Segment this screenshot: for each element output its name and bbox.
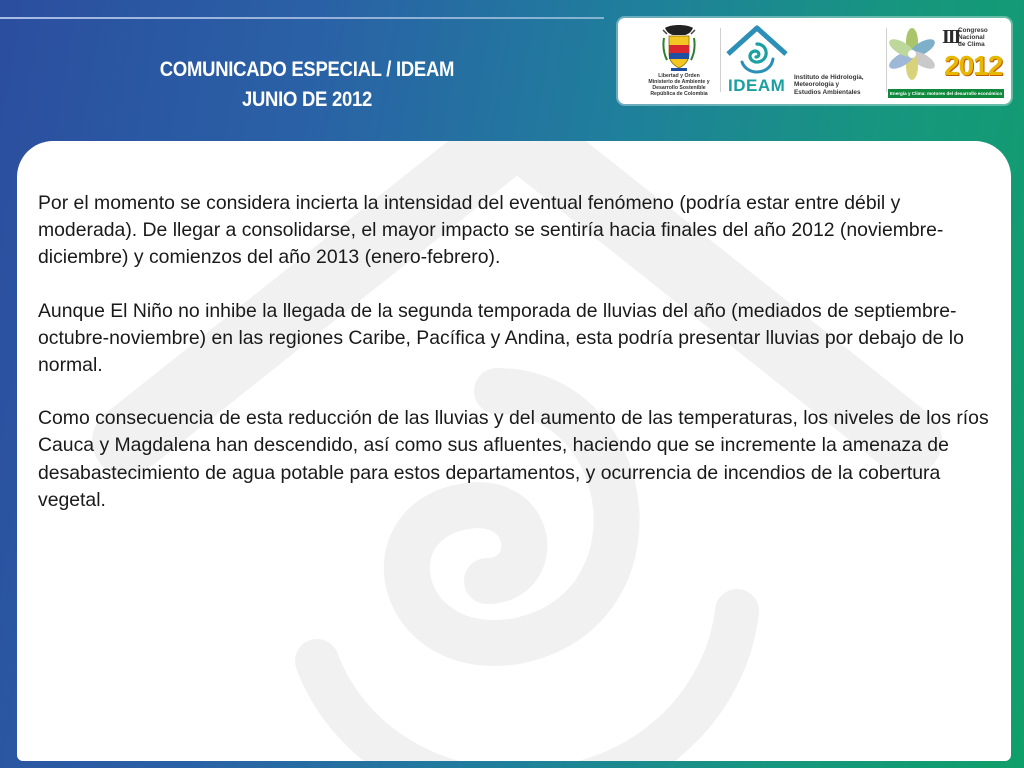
ideam-institute-line: Instituto de Hidrología, [794,74,864,81]
congreso-logo [888,22,1004,100]
congreso-edition: III [942,26,960,48]
congreso-line: Congreso [958,27,988,34]
ministerio-line: Libertad y Orden [658,73,700,79]
ideam-institute-name [794,74,864,96]
paragraph: Por el momento se considera incierta la intensidad del eventual fenómeno (podría estar entre débil y moderada). De llegar a consolidarse, el mayor impacto se sentiría hacia finales del año 2012 (noviembre-diciembre) y comienzos del año 2013 (enero-febrero). [38,192,944,269]
flower-icon [888,28,940,86]
ministerio-line: Desarrollo Sostenible [652,85,706,91]
congreso-line: Nacional [958,33,985,41]
title-line-2: JUNIO DE 2012 [241,88,373,111]
header-divider [0,17,604,19]
congreso-line: de Clima [958,40,985,48]
title-line-1: COMUNICADO ESPECIAL / IDEAM [159,58,455,81]
ideam-institute-line: Estudios Ambientales [794,88,861,96]
congreso-tagline: Energía y Clima: motores del desarrollo económico [889,91,1003,96]
ministerio-line: Ministerio de Ambiente y [648,79,710,85]
ideam-spiral-icon [722,24,792,76]
paragraph: Como consecuencia de esta reducción de las lluvias y del aumento de las temperaturas, los niveles de los ríos Cauca y Magdalena han descendido, así como sus afluentes, haciendo que se incremente la amenaza de desabastecimiento de agua potable para estos departamentos, y ocurrencia de incendios de la cobertura vegetal. [38,407,989,511]
paragraph: Aunque El Niño no inhibe la llegada de la segunda temporada de lluvias del año (mediados de septiembre-octubre-noviembre) en las regiones Caribe, Pacífica y Andina, esta podría presentar lluvias por debajo de lo normal. [38,299,964,377]
congreso-name [958,28,988,48]
logo-separator [720,28,721,92]
ideam-institute-line: Meteorología y [794,81,840,89]
ministerio-line: República de Colombia [650,91,708,97]
ministerio-logo [640,24,718,100]
content-card [17,141,1011,761]
logo-separator [886,28,887,92]
congreso-year: 2012 [944,50,1003,81]
body-text [38,190,998,540]
ideam-name: IDEAM [728,76,786,95]
page-title [142,55,471,115]
logo-panel [618,18,1011,104]
ministerio-text [640,73,718,97]
colombia-coat-of-arms-icon [661,24,697,72]
ideam-logo [722,24,882,100]
